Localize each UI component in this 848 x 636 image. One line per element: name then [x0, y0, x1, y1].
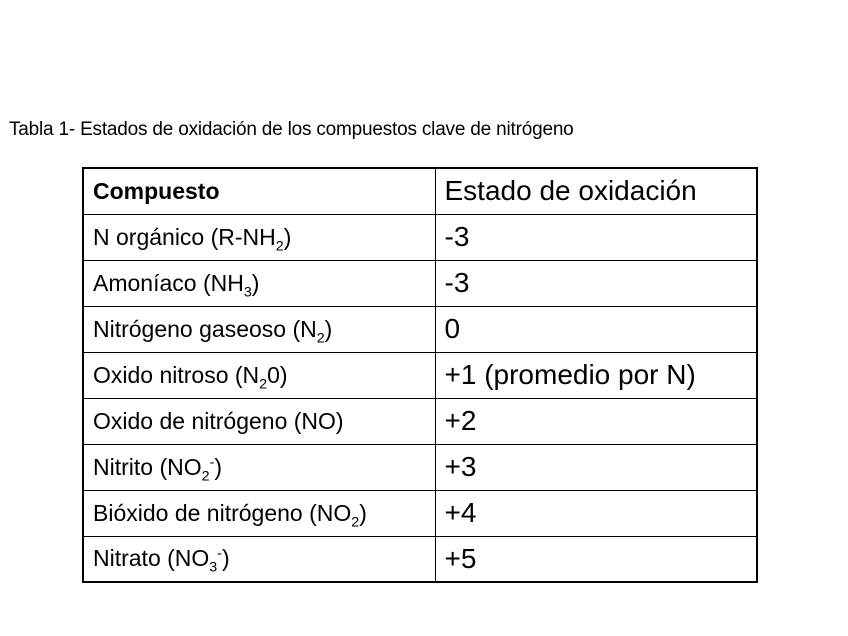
table-header-row [83, 168, 757, 214]
compound-suffix: ) [283, 223, 292, 250]
subscript: 2 [275, 238, 284, 255]
compound-name: Bióxido de nitrógeno (NO [93, 499, 352, 526]
oxidation-state-cell: +1 (promedio por N) [435, 352, 757, 398]
compound-cell [83, 398, 435, 444]
oxidation-state-cell: -3 [435, 260, 757, 306]
superscript: - [217, 545, 222, 562]
compound-cell [83, 352, 435, 398]
oxidation-state-cell: 0 [435, 306, 757, 352]
compound-suffix: ) [214, 453, 222, 480]
header-compound: Compuesto [83, 168, 435, 214]
table-row [83, 536, 757, 582]
compound-suffix: ) [251, 269, 260, 296]
compound-name: Amoníaco (NH [93, 269, 244, 296]
table-row [83, 260, 757, 306]
subscript: 2 [259, 376, 268, 393]
compound-name: Nitrógeno gaseoso (N [93, 315, 317, 342]
oxidation-states-table [82, 167, 758, 583]
subscript: 2 [316, 330, 325, 347]
oxidation-state-cell: +4 [435, 490, 757, 536]
table-row [83, 306, 757, 352]
compound-cell [83, 260, 435, 306]
compound-cell [83, 214, 435, 260]
compound-suffix: 0) [267, 361, 288, 388]
compound-name: N orgánico (R-NH [93, 223, 276, 250]
compound-name: Nitrato (NO [93, 545, 210, 572]
subscript: 3 [209, 559, 218, 576]
subscript: 2 [201, 468, 210, 485]
table-row [83, 398, 757, 444]
compound-name: Oxido nitroso (N [93, 361, 260, 388]
compound-suffix: ) [324, 315, 333, 342]
compound-cell [83, 306, 435, 352]
table-row [83, 214, 757, 260]
compound-name: Nitrito (NO [93, 453, 202, 480]
oxidation-state-cell: +3 [435, 444, 757, 490]
subscript: 3 [243, 284, 252, 301]
compound-cell [83, 536, 435, 582]
compound-cell [83, 444, 435, 490]
table-row [83, 352, 757, 398]
compound-suffix: ) [221, 545, 230, 572]
compound-cell [83, 490, 435, 536]
superscript: - [209, 453, 215, 470]
table-row [83, 444, 757, 490]
compound-name: Oxido de nitrógeno (NO) [93, 407, 344, 434]
compound-suffix: ) [359, 499, 367, 526]
table-caption: Tabla 1- Estados de oxidación de los compuestos clave de nitrógeno [9, 119, 574, 140]
oxidation-state-cell: +5 [435, 536, 757, 582]
oxidation-state-cell: +2 [435, 398, 757, 444]
oxidation-state-cell: -3 [435, 214, 757, 260]
header-oxidation-state: Estado de oxidación [435, 168, 757, 214]
table-row [83, 490, 757, 536]
subscript: 2 [351, 514, 360, 531]
